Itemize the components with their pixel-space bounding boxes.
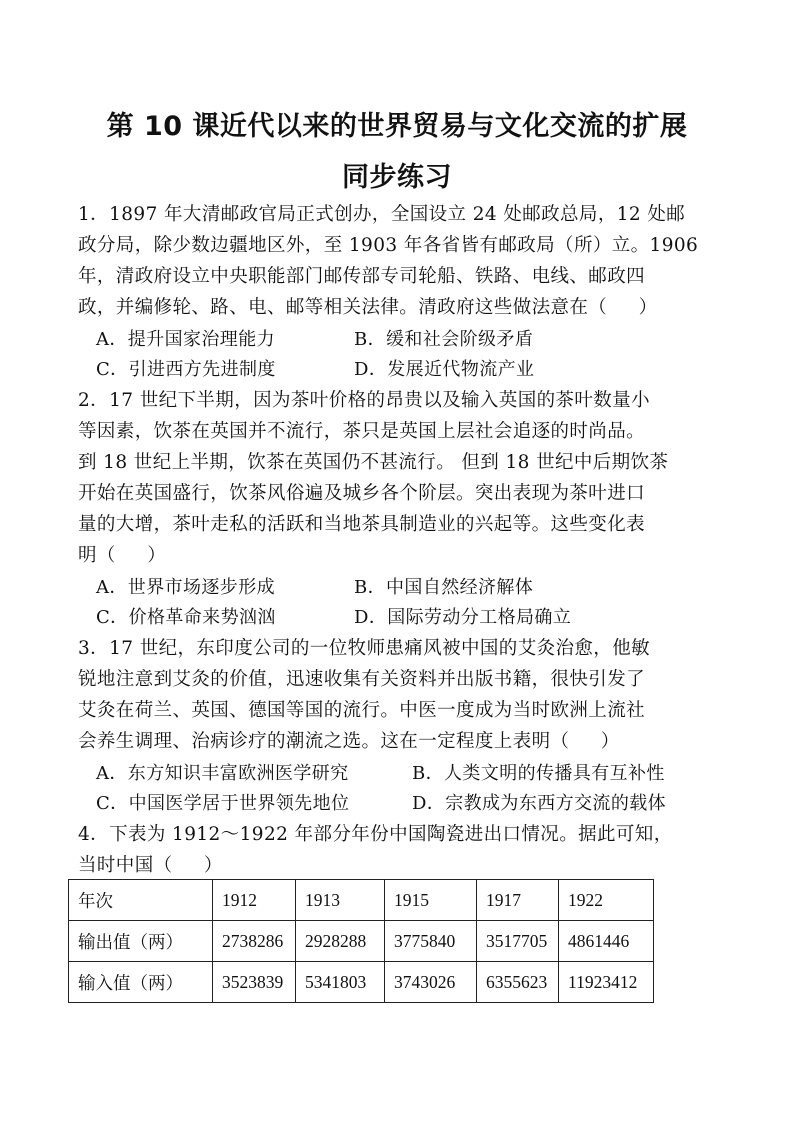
table-cell: 输入值（两） bbox=[69, 962, 213, 1003]
q3-line-3: 艾灸在荷兰、英国、德国等国的流行。中医一度成为当时欧洲上流社 bbox=[78, 700, 646, 721]
table-cell: 3517705 bbox=[477, 921, 559, 962]
q4-line-2: 当时中国（ ） bbox=[78, 855, 223, 876]
table-cell: 3523839 bbox=[213, 962, 296, 1003]
table-cell: 1917 bbox=[477, 880, 559, 921]
table-cell: 11923412 bbox=[559, 962, 654, 1003]
table-cell: 输出值（两） bbox=[69, 921, 213, 962]
table-row bbox=[69, 962, 654, 1003]
table-row bbox=[69, 921, 654, 962]
table-cell: 3775840 bbox=[385, 921, 477, 962]
q3-line-4: 会养生调理、治病诊疗的潮流之选。这在一定程度上表明（ ） bbox=[78, 731, 620, 752]
table-cell: 2738286 bbox=[213, 921, 296, 962]
q2-line-5: 量的大增，茶叶走私的活跃和当地茶具制造业的兴起等。这些变化表 bbox=[78, 514, 646, 535]
table-cell: 1915 bbox=[385, 880, 477, 921]
table-cell: 5341803 bbox=[296, 962, 385, 1003]
q2-option-d: D．国际劳动分工格局确立 bbox=[354, 607, 572, 628]
q2-option-b: B．中国自然经济解体 bbox=[354, 577, 534, 598]
q3-option-b: B．人类文明的传播具有互补性 bbox=[412, 763, 665, 784]
trade-table bbox=[68, 879, 654, 1003]
table-cell: 2928288 bbox=[296, 921, 385, 962]
q1-line-1: 1．1897 年大清邮政官局正式创办，全国设立 24 处邮政总局，12 处邮 bbox=[78, 204, 686, 225]
q1-option-a: A．提升国家治理能力 bbox=[96, 329, 275, 350]
table-cell: 1913 bbox=[296, 880, 385, 921]
table-cell: 6355623 bbox=[477, 962, 559, 1003]
q2-line-2: 等因素，饮茶在英国并不流行，茶只是英国上层社会追逐的时尚品。 bbox=[78, 421, 646, 442]
table-row bbox=[69, 880, 654, 921]
q1-option-c: C．引进西方先进制度 bbox=[96, 359, 276, 380]
page-title: 第 10 课近代以来的世界贸易与文化交流的扩展 bbox=[106, 111, 688, 142]
q2-line-6: 明（ ） bbox=[78, 545, 167, 566]
q2-option-a: A．世界市场逐步形成 bbox=[96, 577, 275, 598]
q2-line-3: 到 18 世纪上半期，饮茶在英国仍不甚流行。 但到 18 世纪中后期饮茶 bbox=[78, 452, 669, 473]
table-cell: 年次 bbox=[69, 880, 213, 921]
table-cell: 4861446 bbox=[559, 921, 654, 962]
q3-option-c: C．中国医学居于世界领先地位 bbox=[96, 793, 350, 814]
q2-line-4: 开始在英国盛行，饮茶风俗遍及城乡各个阶层。突出表现为茶叶进口 bbox=[78, 483, 646, 504]
page-subtitle: 同步练习 bbox=[342, 162, 452, 193]
q1-option-d: D．发展近代物流产业 bbox=[354, 359, 535, 380]
q3-option-d: D．宗教成为东西方交流的载体 bbox=[412, 793, 667, 814]
table-cell: 1922 bbox=[559, 880, 654, 921]
q3-line-2: 锐地注意到艾灸的价值，迅速收集有关资料并出版书籍，很快引发了 bbox=[78, 669, 646, 690]
q1-option-b: B．缓和社会阶级矛盾 bbox=[354, 329, 534, 350]
q1-line-4: 政，并编修轮、路、电、邮等相关法律。清政府这些做法意在（ ） bbox=[78, 297, 658, 318]
q2-option-c: C．价格革命来势汹汹 bbox=[96, 607, 276, 628]
q2-line-1: 2．17 世纪下半期，因为茶叶价格的昂贵以及输入英国的茶叶数量小 bbox=[78, 390, 650, 411]
q3-option-a: A．东方知识丰富欧洲医学研究 bbox=[96, 763, 349, 784]
q3-line-1: 3．17 世纪，东印度公司的一位牧师患痛风被中国的艾灸治愈，他敏 bbox=[78, 638, 650, 659]
table-cell: 3743026 bbox=[385, 962, 477, 1003]
q1-line-3: 年，清政府设立中央职能部门邮传部专司轮船、铁路、电线、邮政四 bbox=[78, 266, 646, 287]
table-cell: 1912 bbox=[213, 880, 296, 921]
q4-line-1: 4．下表为 1912～1922 年部分年份中国陶瓷进出口情况。据此可知， bbox=[78, 824, 673, 845]
q1-line-2: 政分局，除少数边疆地区外，至 1903 年各省皆有邮政局（所）立。1906 bbox=[78, 235, 699, 256]
